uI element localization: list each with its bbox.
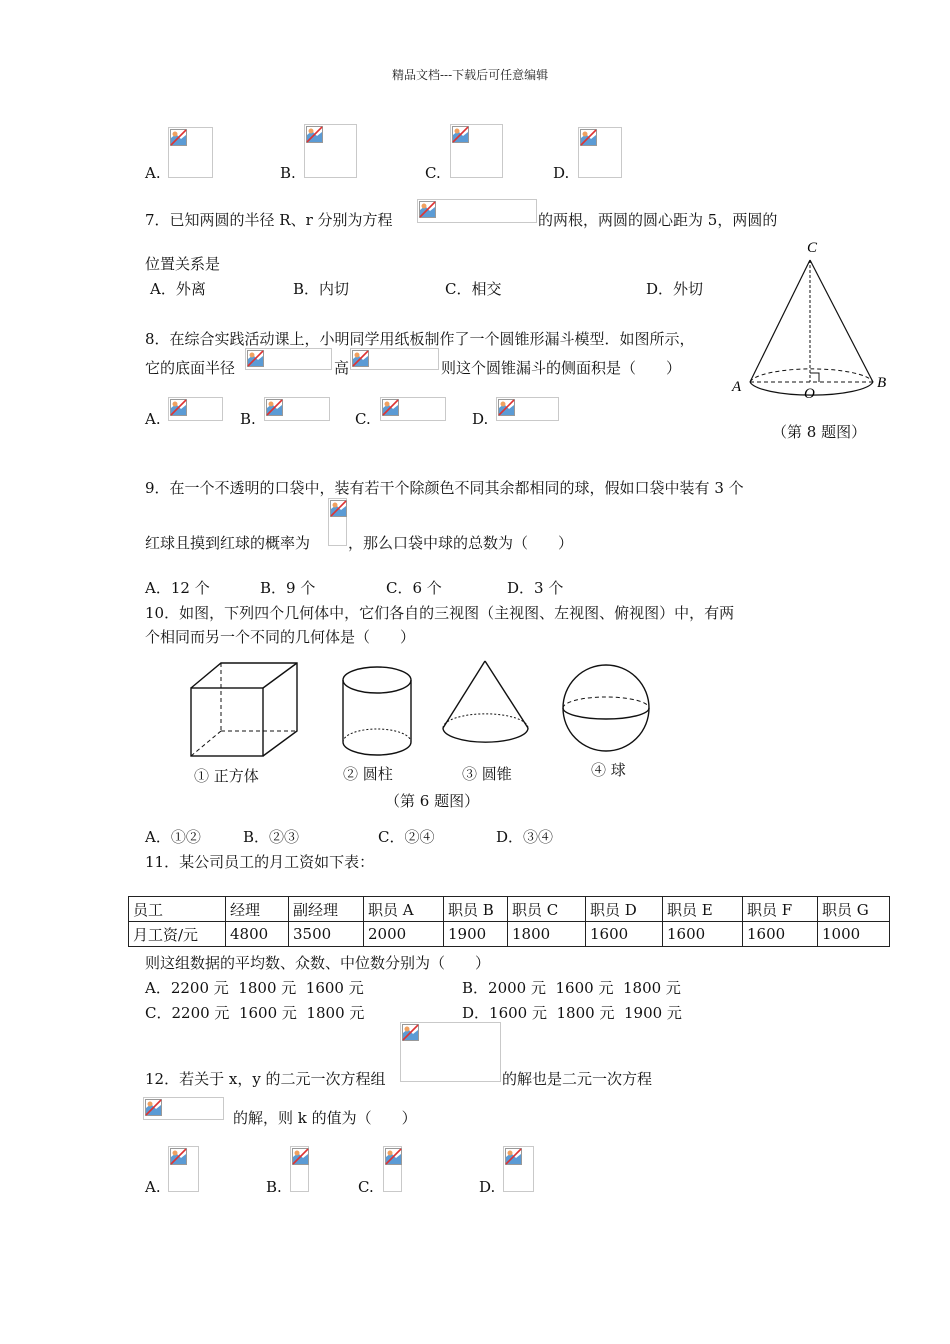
broken-image-icon bbox=[505, 1148, 522, 1165]
table-cell: 2000 bbox=[364, 922, 444, 947]
shape-label-cylinder: ② 圆柱 bbox=[343, 765, 393, 783]
broken-image-icon bbox=[385, 1148, 402, 1165]
q10-option-c: C．②④ bbox=[378, 828, 435, 846]
q8-image-b bbox=[264, 397, 330, 421]
q9-option-b: B．9 个 bbox=[260, 579, 316, 597]
q6-option-b: B. bbox=[280, 164, 296, 182]
q11-option-b: B．2000 元 1600 元 1800 元 bbox=[462, 979, 681, 997]
table-row bbox=[129, 922, 890, 947]
broken-image-icon bbox=[382, 399, 399, 416]
table-cell: 职员 C bbox=[508, 897, 586, 922]
q9-fraction-image bbox=[328, 498, 347, 546]
q9-option-d: D．3 个 bbox=[507, 579, 564, 597]
broken-image-icon bbox=[306, 126, 323, 143]
q11-option-a: A．2200 元 1800 元 1600 元 bbox=[145, 979, 364, 997]
table-cell: 职员 D bbox=[586, 897, 663, 922]
table-cell: 经理 bbox=[226, 897, 289, 922]
table-cell: 3500 bbox=[289, 922, 364, 947]
q6-image-b bbox=[304, 124, 357, 178]
q12-text-2: 的解，则 k 的值为（ ） bbox=[233, 1109, 417, 1127]
q6-image-a bbox=[168, 127, 213, 178]
q10-figure-caption: （第 6 题图） bbox=[385, 792, 480, 810]
q8-text-1: 8．在综合实践活动课上，小明同学用纸板制作了一个圆锥形漏斗模型．如图所示， bbox=[145, 330, 695, 348]
table-cell: 职员 F bbox=[743, 897, 818, 922]
q11-option-c: C．2200 元 1600 元 1800 元 bbox=[145, 1004, 365, 1022]
q8-height-image bbox=[350, 348, 439, 370]
cone-shape bbox=[443, 661, 528, 742]
table-cell: 副经理 bbox=[289, 897, 364, 922]
table-cell: 1600 bbox=[586, 922, 663, 947]
shape-label-sphere: ④ 球 bbox=[591, 761, 626, 779]
q8-image-a bbox=[168, 397, 223, 421]
broken-image-icon bbox=[352, 350, 369, 367]
q8-option-b: B. bbox=[240, 410, 256, 428]
table-cell: 员工 bbox=[129, 897, 226, 922]
q10-option-d: D．③④ bbox=[496, 828, 554, 846]
q8-figure-caption: （第 8 题图） bbox=[772, 423, 867, 441]
broken-image-icon bbox=[247, 350, 264, 367]
q7-text-1b: 的两根，两圆的圆心距为 5，两圆的 bbox=[538, 211, 778, 229]
q10-option-a: A．①② bbox=[145, 828, 201, 846]
broken-image-icon bbox=[266, 399, 283, 416]
q8-text-2b: 高 bbox=[334, 359, 350, 377]
q8-text-2a: 它的底面半径 bbox=[145, 359, 236, 377]
table-cell: 职员 B bbox=[444, 897, 508, 922]
q6-option-c: C. bbox=[425, 164, 441, 182]
cone-label-a: A bbox=[732, 379, 742, 395]
q11-option-d: D．1600 元 1800 元 1900 元 bbox=[462, 1004, 682, 1022]
table-cell: 职员 G bbox=[818, 897, 890, 922]
table-cell: 1900 bbox=[444, 922, 508, 947]
page-header: 精品文档---下载后可任意编辑 bbox=[392, 68, 549, 82]
shape-label-cube: ① 正方体 bbox=[194, 767, 259, 785]
q8-radius-image bbox=[245, 348, 332, 370]
q9-option-c: C．6 个 bbox=[386, 579, 442, 597]
table-row bbox=[129, 897, 890, 922]
q11-text-1: 11．某公司员工的月工资如下表： bbox=[145, 853, 375, 871]
shape-label-cone: ③ 圆锥 bbox=[462, 765, 512, 783]
q8-option-d: D. bbox=[472, 410, 489, 428]
q12-option-c: C. bbox=[358, 1178, 374, 1196]
table-cell: 1600 bbox=[743, 922, 818, 947]
q8-option-c: C. bbox=[355, 410, 371, 428]
q9-text-2a: 红球且摸到红球的概率为 bbox=[145, 534, 311, 552]
broken-image-icon bbox=[452, 126, 469, 143]
broken-image-icon bbox=[170, 129, 187, 146]
q7-option-d: D．外切 bbox=[646, 280, 704, 298]
q11-question: 则这组数据的平均数、众数、中位数分别为（ ） bbox=[145, 954, 491, 972]
q9-option-a: A．12 个 bbox=[145, 579, 210, 597]
q7-option-b: B．内切 bbox=[293, 280, 350, 298]
q8-image-d bbox=[496, 397, 559, 421]
broken-image-icon bbox=[498, 399, 515, 416]
q12-system-image bbox=[400, 1022, 501, 1082]
broken-image-icon bbox=[170, 399, 187, 416]
q12-option-a: A. bbox=[145, 1178, 161, 1196]
q7-text-2: 位置关系是 bbox=[145, 255, 221, 273]
broken-image-icon bbox=[145, 1099, 162, 1116]
table-cell: 职员 A bbox=[364, 897, 444, 922]
q12-option-b: B. bbox=[266, 1178, 282, 1196]
broken-image-icon bbox=[419, 201, 436, 218]
sphere-shape bbox=[563, 665, 649, 751]
q10-option-b: B．②③ bbox=[243, 828, 300, 846]
table-cell: 职员 E bbox=[663, 897, 743, 922]
q8-text-2c: 则这个圆锥漏斗的侧面积是（ ） bbox=[441, 359, 682, 377]
cylinder-shape bbox=[343, 667, 411, 755]
table-cell: 1600 bbox=[663, 922, 743, 947]
cone-label-b: B bbox=[877, 375, 887, 391]
q12-image-d bbox=[503, 1146, 534, 1192]
q8-cone-figure bbox=[728, 236, 893, 441]
cone-label-c: C bbox=[807, 240, 818, 256]
broken-image-icon bbox=[580, 129, 597, 146]
q6-image-d bbox=[578, 127, 622, 178]
q7-option-c: C．相交 bbox=[445, 280, 502, 298]
broken-image-icon bbox=[292, 1148, 309, 1165]
q12-image-a bbox=[168, 1146, 199, 1192]
q9-text-2b: ，那么口袋中球的总数为（ ） bbox=[348, 534, 574, 552]
q10-text-1: 10．如图，下列四个几何体中，它们各自的三视图（主视图、左视图、俯视图）中，有两 bbox=[145, 604, 735, 622]
cube-shape bbox=[191, 663, 297, 756]
q8-option-a: A. bbox=[145, 410, 161, 428]
table-cell: 4800 bbox=[226, 922, 289, 947]
q6-option-a: A. bbox=[145, 164, 161, 182]
q12-text-1b: 的解也是二元一次方程 bbox=[502, 1070, 653, 1088]
q12-equation-image bbox=[143, 1097, 224, 1120]
salary-table bbox=[128, 896, 890, 947]
q9-text-1: 9．在一个不透明的口袋中，装有若干个除颜色不同其余都相同的球，假如口袋中装有 3 个 bbox=[145, 479, 744, 497]
q12-image-b bbox=[290, 1146, 309, 1192]
broken-image-icon bbox=[330, 500, 347, 517]
q10-solids-figure bbox=[185, 655, 665, 765]
broken-image-icon bbox=[170, 1148, 187, 1165]
table-cell: 月工资/元 bbox=[129, 922, 226, 947]
q6-option-d: D. bbox=[553, 164, 570, 182]
q12-image-c bbox=[383, 1146, 402, 1192]
q6-image-c bbox=[450, 124, 503, 178]
q10-text-2: 个相同而另一个不同的几何体是（ ） bbox=[145, 628, 416, 646]
q7-option-a: A．外离 bbox=[150, 280, 206, 298]
q12-text-1a: 12．若关于 x，y 的二元一次方程组 bbox=[145, 1070, 386, 1088]
broken-image-icon bbox=[402, 1024, 419, 1041]
q7-equation-image bbox=[417, 199, 537, 223]
table-cell: 1000 bbox=[818, 922, 890, 947]
q12-option-d: D. bbox=[479, 1178, 496, 1196]
q7-text-1a: 7．已知两圆的半径 R、r 分别为方程 bbox=[145, 211, 393, 229]
table-cell: 1800 bbox=[508, 922, 586, 947]
q8-image-c bbox=[380, 397, 446, 421]
cone-label-o: O bbox=[804, 386, 815, 402]
